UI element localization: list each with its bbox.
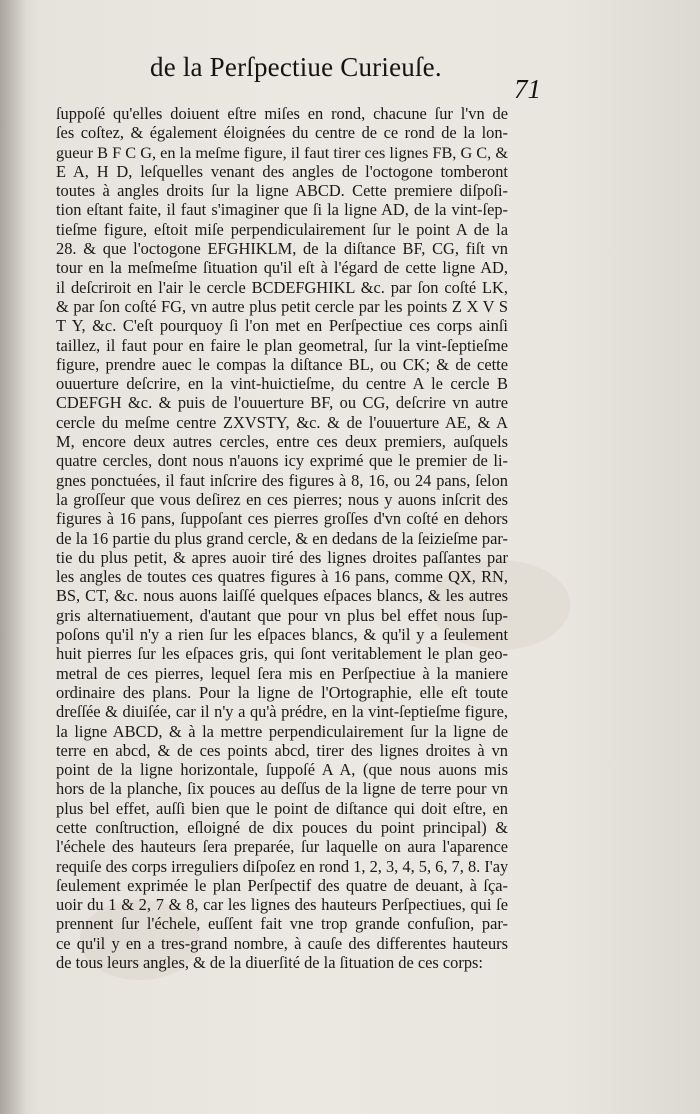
text-line: ſuppoſé qu'elles doiuent eſtre miſes en rond, chacune ſur l'vn de xyxy=(56,104,508,123)
text-line: ce qu'il y en a tres-grand nombre, à cauſe des differentes hauteurs xyxy=(56,933,508,953)
text-line: gris alternatiuement, d'autant que pour vn plus bel effet nous ſup- xyxy=(56,605,508,625)
text-line: ſeulement exprimée le plan Perſpectif des quatre de deuant, à ſça- xyxy=(56,875,508,895)
text-line: terre en abcd, & de ces points abcd, tirer des lignes droites à vn xyxy=(56,740,508,760)
text-line: ouuerture deſcrire, en la vint-huictieſme, du centre A le cercle B xyxy=(56,374,508,394)
text-line: de la 16 partie du plus grand cercle, & en dedans de la ſeizieſme par- xyxy=(56,528,508,548)
text-line: poſons qu'il n'y a rien ſur les eſpaces blancs, & qu'il y a ſeulement xyxy=(56,625,508,645)
text-line: point de la ligne horizontale, ſuppoſé A A, (que nous auons mis xyxy=(56,760,508,780)
text-line: 28. & que l'octogone EFGHIKLM, de la diſtance BF, CG, fiſt vn xyxy=(56,239,508,259)
text-line: l'échele des hauteurs ſera preparée, ſur laquelle on aura l'aparence xyxy=(56,837,508,857)
text-line: requiſe des corps irreguliers diſpoſez en rond 1, 2, 3, 4, 5, 6, 7, 8. I'ay xyxy=(56,856,508,876)
text-line: la groſſeur que vous deſirez en ces pierres; nous y auons inſcrit des xyxy=(56,489,508,509)
text-line: M, encore deux autres cercles, entre ces deux premiers, auſquels xyxy=(56,432,508,452)
text-line: figure, prendre auec le compas la diſtance BL, ou CK; & de cette xyxy=(56,354,508,374)
text-line: tie du plus petit, & apres auoir tiré des lignes droites paſſantes par xyxy=(56,547,508,567)
text-line: gueur B F C G, en la meſme figure, il faut tirer ces lignes FB, G C, & xyxy=(56,142,508,162)
text-line: ſes coſtez, & également éloignées du centre de ce rond de la lon- xyxy=(56,123,508,143)
text-line: figures à 16 pans, ſuppoſant ces pierres groſſes d'vn coſté en dehors xyxy=(56,509,508,529)
text-line: quatre cercles, dont nous n'auons icy exprimé que le premier de li- xyxy=(56,451,508,471)
text-line: gnes ponctuées, il faut inſcrire des figures à 8, 16, ou 24 pans, ſelon xyxy=(56,470,508,490)
text-line: BS, CT, &c. nous auons laiſſé quelques eſpaces blancs, & les autres xyxy=(56,586,508,606)
text-line: CDEFGH &c. & puis de l'ouuerture BF, ou CG, deſcrire vn autre xyxy=(56,393,508,413)
body-text xyxy=(56,104,508,972)
text-line: prennent ſur l'échele, euſſent fait vne trop grande confuſion, par- xyxy=(56,914,508,934)
text-line: tieſme figure, eſtoit miſe perpendiculairement ſur le point A de la xyxy=(56,219,508,239)
text-line: de tous leurs angles, & de la diuerſité de la ſituation de ces corps: xyxy=(56,953,483,973)
text-line: dreſſée & diuiſée, car il n'y a qu'à prédre, en la vint-ſeptieſme figure, xyxy=(56,702,508,722)
text-line: il deſcriroit en l'air le cercle BCDEFGHIKL &c. par ſon coſté LK, xyxy=(56,277,508,297)
text-line: ordinaire des plans. Pour la ligne de l'Ortographie, elle eſt toute xyxy=(56,682,508,702)
text-line: cercle du meſme centre ZXVSTY, &c. & de l'ouuerture AE, & A xyxy=(56,412,508,432)
text-line: la ligne ABCD, & à la mettre perpendiculairement ſur la ligne de xyxy=(56,721,508,741)
gutter-shadow xyxy=(0,0,26,1114)
text-line: taillez, il faut pour en faire le plan geometral, ſur la vint-ſeptieſme xyxy=(56,335,508,355)
text-line: hors de la planche, ſix pouces au deſſus de la ligne de terre pour vn xyxy=(56,779,508,799)
text-line: uoir du 1 & 2, 7 & 8, car les lignes des hauteurs Perſpectiues, qui ſe xyxy=(56,895,508,915)
text-line: tour en la meſmeſme ſituation qu'il eſt à l'égard de cette ligne AD, xyxy=(56,258,508,278)
text-line: tion eſtant faite, il faut s'imaginer que ſi la ligne AD, de la vint-ſep- xyxy=(56,200,508,220)
text-line: les angles de toutes ces quatres figures à 16 pans, comme QX, RN, xyxy=(56,567,508,587)
text-line: & par ſon coſté FG, vn autre plus petit cercle par les points Z X V S xyxy=(56,296,508,316)
text-line: plus bel effet, auſſi bien que le point de diſtance qui doit eſtre, en xyxy=(56,798,508,818)
text-line: huit pierres ſur les eſpaces gris, qui ſont veritablement le plan geo- xyxy=(56,644,508,664)
running-head: de la Perſpectiue Curieuſe. xyxy=(150,52,442,82)
text-line: E A, H D, leſquelles venant des angles de l'octogone tomberont xyxy=(56,161,508,181)
page-number: 71 xyxy=(514,74,541,104)
text-line: toutes à angles droits ſur la ligne ABCD. Cette premiere diſpoſi- xyxy=(56,181,508,201)
text-line: metral de ces pierres, lequel ſera mis en Perſpectiue à la maniere xyxy=(56,663,508,683)
text-line: cette conſtruction, eſloigné de dix pouces du point principal) & xyxy=(56,817,508,837)
text-line: T Y, &c. C'eſt pourquoy ſi l'on met en Perſpectiue ces corps ainſi xyxy=(56,316,508,336)
